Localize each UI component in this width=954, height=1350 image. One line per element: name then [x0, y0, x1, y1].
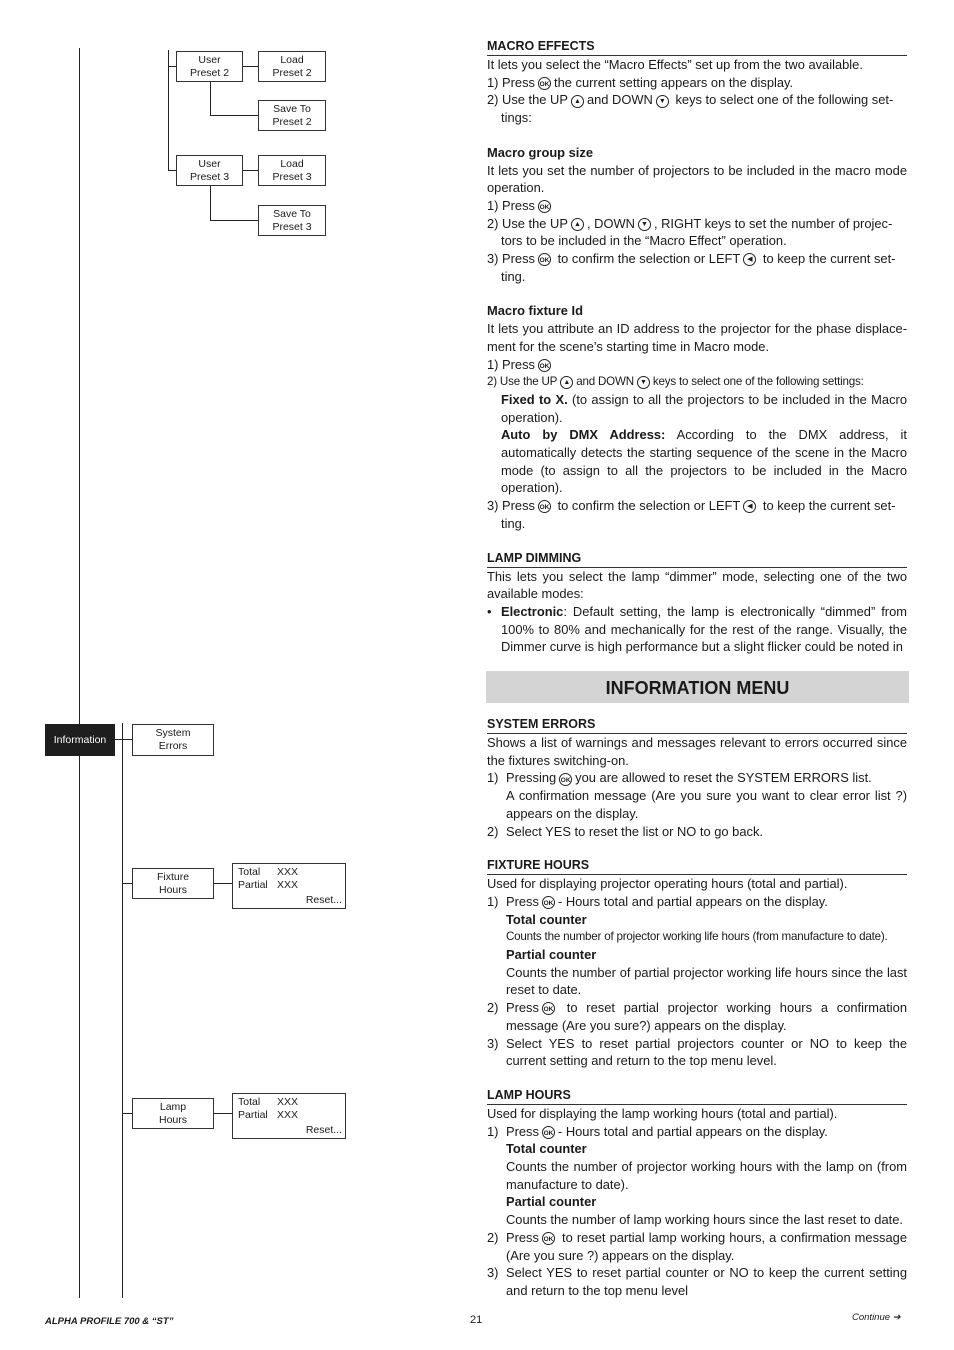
- fixture-hours-box: [132, 868, 214, 899]
- section-heading: MACRO EFFECTS: [487, 38, 907, 56]
- step: [487, 215, 907, 233]
- step-body: [506, 893, 828, 911]
- up-key-icon: ▲: [571, 218, 584, 231]
- step-text: to reset partial lamp working hours, a confirmation message (Are you sure ?) appears on the display.: [506, 1229, 907, 1263]
- ok-key-icon: OK: [542, 1232, 555, 1245]
- box-line: Lamp: [159, 1100, 187, 1113]
- step: [487, 1229, 907, 1264]
- step-number: 1): [487, 1123, 499, 1139]
- box-line: Load: [280, 53, 304, 66]
- paragraph: It lets you attribute an ID address to the projector for the phase displace-ment for the scene’s starting time in Macro mode.: [487, 321, 907, 354]
- box-line: Save To: [273, 207, 311, 220]
- ok-key-icon: OK: [538, 500, 551, 513]
- paragraph: Used for displaying projector operating hours (total and partial).: [487, 876, 848, 892]
- diagram-line: [79, 48, 80, 1298]
- diagram-line: [210, 186, 211, 220]
- information-menu-title: INFORMATION MENU: [486, 671, 909, 703]
- load-preset-3-box: [258, 155, 326, 186]
- step: [487, 197, 907, 215]
- bullet-label: Electronic: [501, 603, 564, 619]
- step-text: the current setting appears on the display.: [554, 74, 794, 90]
- box-line: Preset 2: [272, 115, 312, 128]
- box-line: Load: [280, 157, 304, 170]
- box-line: Fixture: [156, 870, 190, 883]
- step-text: to keep the current set-: [762, 498, 896, 514]
- panel-label: Total: [238, 866, 261, 878]
- step-text: to reset partial projector working hours a confirmation message (Are you sure?) appears on the display.: [506, 1000, 907, 1033]
- diagram-line: [213, 883, 233, 884]
- information-box: [45, 724, 115, 756]
- step-text: Pressing: [506, 770, 557, 786]
- step: [487, 1035, 907, 1070]
- panel-total-row: [238, 866, 298, 878]
- save-preset-3-box: [258, 205, 326, 236]
- paragraph: Shows a list of warnings and messages relevant to errors occurred since the fixtures switching-on.: [487, 735, 907, 768]
- bullet-item: [487, 603, 907, 656]
- step-text: Select YES to reset partial counter or NO to keep the current setting and return to the top menu level: [506, 1265, 907, 1298]
- ok-key-icon: OK: [538, 77, 551, 90]
- panel-partial-row: [238, 1109, 298, 1121]
- diagram-line: [168, 50, 169, 171]
- box-line: Preset 3: [272, 220, 312, 233]
- section-heading: FIXTURE HOURS: [487, 857, 907, 875]
- continue-link[interactable]: Continue ➔: [852, 1312, 901, 1323]
- panel-value: XXX: [277, 866, 299, 878]
- paragraph: Used for displaying the lamp working hours (total and partial).: [487, 1105, 838, 1121]
- counter-text: Counts the number of partial projector working life hours since the last reset to date.: [506, 964, 907, 998]
- step-number: 1): [487, 770, 499, 786]
- step-text: Press: [506, 893, 539, 909]
- ok-key-icon: OK: [542, 896, 555, 909]
- ok-key-icon: OK: [559, 773, 572, 786]
- counter-label: Partial counter: [506, 1194, 597, 1210]
- diagram-line: [210, 115, 259, 116]
- box-line: User: [198, 157, 221, 170]
- section-heading: LAMP HOURS: [487, 1087, 907, 1105]
- user-preset-3-box: [176, 155, 243, 186]
- paragraph: It lets you select the “Macro Effects” set up from the two available.: [487, 57, 863, 72]
- box-line: Preset 3: [189, 170, 230, 183]
- ok-key-icon: OK: [538, 359, 551, 372]
- box-line: Information: [53, 733, 107, 746]
- panel-reset: Reset...: [305, 1124, 342, 1136]
- step-text: 3) Press: [487, 498, 535, 514]
- step-text: , DOWN: [586, 215, 635, 231]
- step-continuation: ting.: [501, 515, 526, 531]
- step: [487, 1123, 907, 1141]
- step-text: , RIGHT keys to set the number of projec-: [653, 215, 893, 231]
- step-text: to confirm the selection or LEFT: [557, 251, 741, 267]
- panel-value: XXX: [277, 879, 299, 891]
- step-text: Select YES to reset partial projectors counter or NO to keep the current setting and return to the top menu level.: [506, 1035, 907, 1069]
- diagram-line: [210, 220, 259, 221]
- step: [487, 823, 907, 841]
- left-key-icon: ◀: [743, 500, 756, 513]
- step-text: Press: [506, 1123, 539, 1139]
- text-column-upper: [487, 38, 907, 656]
- step-body: [506, 1123, 828, 1141]
- diagram-line: [242, 170, 259, 171]
- panel-reset: Reset...: [305, 894, 342, 906]
- step-body: [506, 1229, 907, 1264]
- diagram-line: [210, 82, 211, 116]
- subheading: Macro fixture Id: [487, 303, 583, 319]
- option-label: Fixed to X.: [501, 391, 568, 407]
- system-errors-box: [132, 724, 214, 756]
- diagram-line: [114, 739, 133, 740]
- lamp-hours-box: [132, 1098, 214, 1129]
- box-line: Preset 3: [272, 170, 312, 183]
- box-line: User: [198, 53, 221, 66]
- step-text: keys to select one of the following set-: [675, 92, 894, 108]
- step-text: - Hours total and partial appears on the display.: [557, 1123, 828, 1139]
- step-number: 3): [487, 1035, 499, 1051]
- step-text: to keep the current set-: [762, 251, 896, 267]
- panel-total-row: [238, 1096, 298, 1108]
- fixture-hours-panel: [232, 863, 346, 909]
- box-line: Hours: [158, 1113, 187, 1126]
- counter-label: Total counter: [506, 911, 587, 927]
- step-text: keys to select one of the following settings:: [652, 375, 864, 389]
- box-line: Hours: [158, 883, 187, 896]
- option-fixed: [487, 391, 907, 426]
- step-continuation: tings:: [501, 110, 532, 126]
- step-text: 2) Use the UP: [487, 375, 558, 389]
- lamp-hours-panel: [232, 1093, 346, 1139]
- subheading: Macro group size: [487, 144, 594, 160]
- step-body: [506, 769, 872, 787]
- counter-label: Partial counter: [506, 947, 597, 963]
- panel-label: Total: [238, 1096, 261, 1108]
- text-column-lower: [487, 716, 907, 1300]
- diagram-line: [213, 1113, 233, 1114]
- ok-key-icon: OK: [542, 1126, 555, 1139]
- step-continuation: tors to be included in the “Macro Effect” operation.: [501, 233, 787, 249]
- step-text: you are allowed to reset the SYSTEM ERRORS list.: [575, 770, 872, 786]
- user-preset-2-box: [176, 51, 243, 82]
- step-number: 2): [487, 823, 499, 839]
- down-key-icon: ▼: [637, 376, 650, 389]
- panel-value: XXX: [277, 1096, 299, 1108]
- down-key-icon: ▼: [638, 218, 651, 231]
- step-text: 2) Use the UP: [487, 92, 568, 108]
- step-text: 2) Use the UP: [487, 215, 568, 231]
- step-body: [506, 999, 907, 1034]
- bullet-text: : Default setting, the lamp is electronically “dimmed” from 100% to 80% and mechanically for the rest of the range. Visually, the Dimmer curve is high performance but a slight flicker could be noted in: [501, 603, 907, 655]
- panel-partial-row: [238, 879, 298, 891]
- step-text: Press: [506, 1000, 539, 1016]
- step: [487, 893, 907, 911]
- ok-key-icon: OK: [538, 200, 551, 213]
- down-key-icon: ▼: [656, 95, 669, 108]
- left-key-icon: ◀: [743, 253, 756, 266]
- step-text: Press: [506, 1229, 539, 1245]
- save-preset-2-box: [258, 100, 326, 131]
- step-text: - Hours total and partial appears on the display.: [557, 893, 828, 909]
- panel-label: Partial: [238, 1109, 268, 1121]
- counter-text: Counts the number of lamp working hours since the last reset to date.: [506, 1212, 903, 1228]
- section-heading: LAMP DIMMING: [487, 550, 907, 568]
- counter-text: Counts the number of projector working hours with the lamp on (from manufacture to date).: [506, 1159, 907, 1192]
- box-line: Preset 2: [272, 66, 312, 79]
- step-number: 2): [487, 1229, 499, 1245]
- counter-label: Total counter: [506, 1141, 587, 1157]
- bullet-icon: •: [487, 603, 492, 619]
- step-text: and DOWN: [586, 92, 653, 108]
- ok-key-icon: OK: [538, 253, 551, 266]
- step-continuation: ting.: [501, 268, 526, 284]
- step: [487, 1264, 907, 1299]
- step-number: 3): [487, 1265, 499, 1281]
- option-auto: [487, 426, 907, 497]
- step-text: 1) Press: [487, 356, 535, 372]
- ok-key-icon: OK: [542, 1002, 555, 1015]
- step: [487, 250, 907, 268]
- counter-text: Counts the number of projector working life hours (from manufacture to date).: [506, 930, 888, 944]
- step: [487, 769, 907, 787]
- step: [487, 356, 907, 374]
- load-preset-2-box: [258, 51, 326, 82]
- diagram-line: [242, 66, 259, 67]
- box-line: Preset 2: [189, 66, 230, 79]
- page-number: 21: [470, 1314, 483, 1326]
- paragraph: It lets you set the number of projectors to be included in the macro mode operation.: [487, 162, 907, 196]
- box-line: Save To: [273, 102, 311, 115]
- step-text: to confirm the selection or LEFT: [557, 498, 741, 514]
- step: [487, 497, 907, 515]
- option-text: (to assign to all the projectors to be included in the Macro operation).: [501, 391, 907, 425]
- option-text: According to the DMX address, it automatically detects the starting sequence of the scene in the Macro mode (to assign to all the projectors to be included in the Macro operation).: [501, 427, 908, 496]
- step-text: Select YES to reset the list or NO to go back.: [506, 823, 763, 839]
- step: [487, 999, 907, 1034]
- box-line: Errors: [158, 740, 188, 752]
- option-label: Auto by DMX Address:: [501, 427, 666, 443]
- panel-label: Partial: [238, 879, 268, 891]
- section-heading: SYSTEM ERRORS: [487, 716, 907, 734]
- step: [487, 373, 907, 391]
- step-number: 2): [487, 1000, 499, 1016]
- up-key-icon: ▲: [571, 95, 584, 108]
- bullet-body: [501, 603, 907, 656]
- step-text: 1) Press: [487, 74, 535, 90]
- step-number: 1): [487, 893, 499, 909]
- step-text: and DOWN: [576, 375, 634, 389]
- footer-product-name: ALPHA PROFILE 700 & “ST”: [45, 1316, 174, 1327]
- step: [487, 74, 907, 92]
- step-continuation: A confirmation message (Are you sure you want to clear error list ?) appears on the display.: [506, 788, 907, 821]
- step-text: 3) Press: [487, 251, 535, 267]
- box-line: System: [155, 727, 191, 739]
- paragraph: This lets you select the lamp “dimmer” mode, selecting one of the two available modes:: [487, 568, 907, 602]
- diagram-line: [122, 723, 123, 1298]
- step: [487, 91, 907, 109]
- up-key-icon: ▲: [560, 376, 573, 389]
- step-text: 1) Press: [487, 197, 535, 213]
- panel-value: XXX: [277, 1109, 299, 1121]
